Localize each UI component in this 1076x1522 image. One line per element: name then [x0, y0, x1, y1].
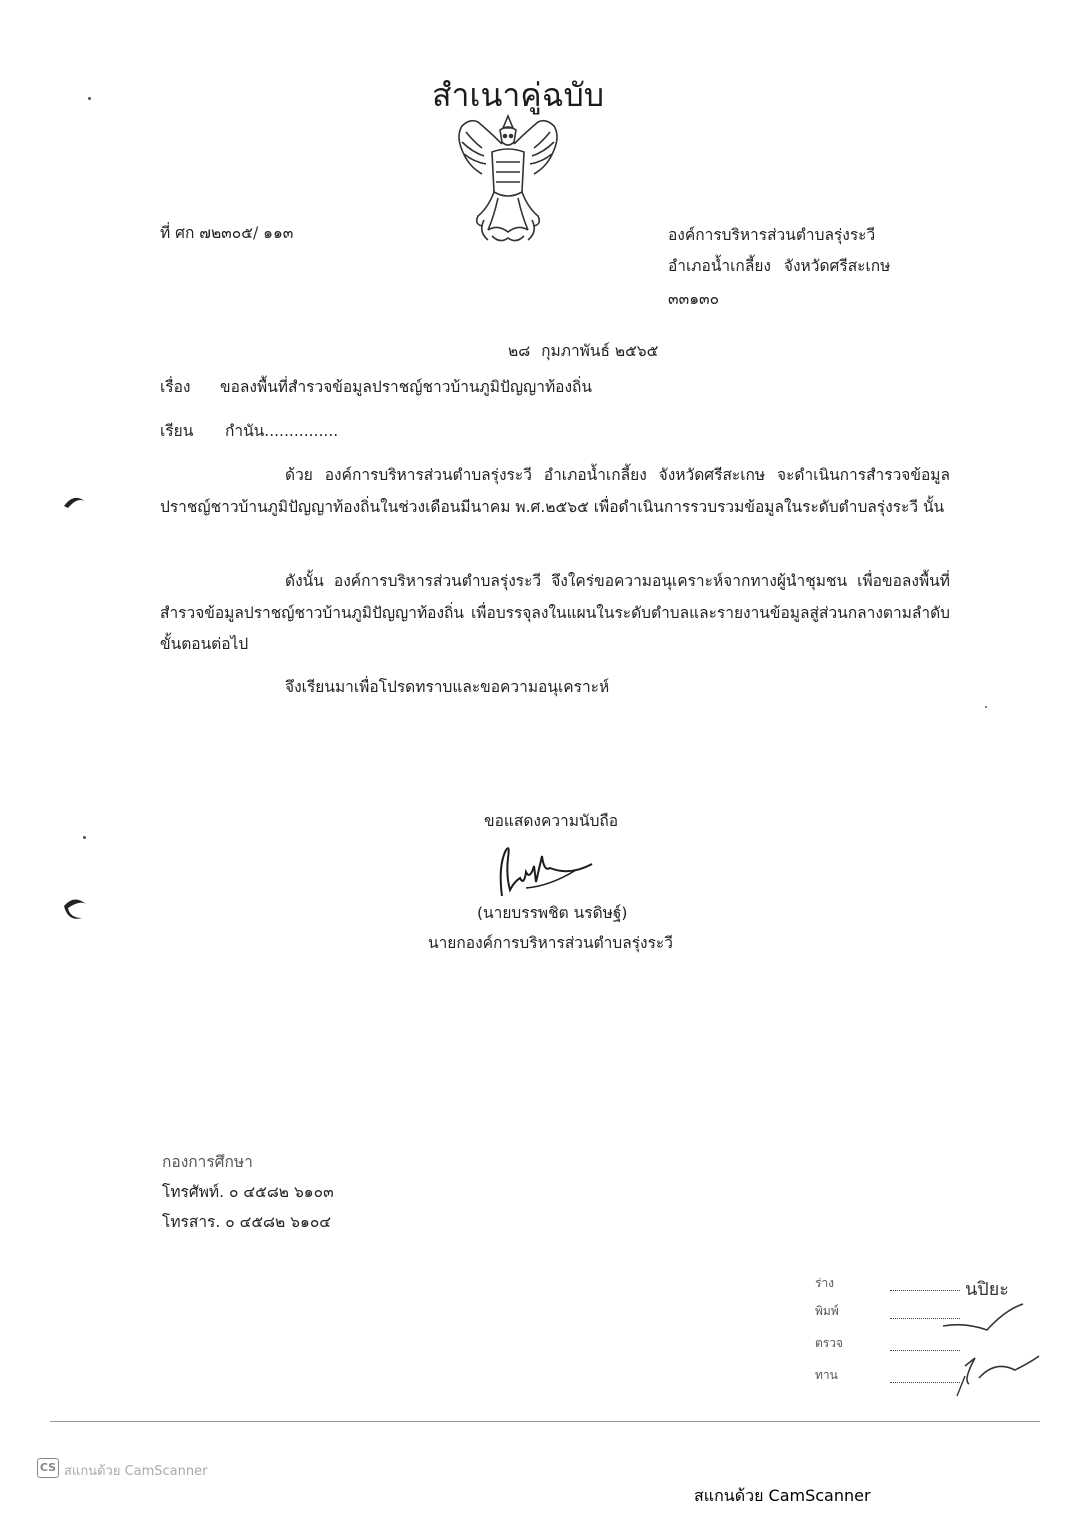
- closing-regards: ขอแสดงความนับถือ: [484, 812, 619, 830]
- signer-title: นายกองค์การบริหารส่วนตำบลรุ่งระวี: [428, 934, 673, 952]
- routing-label-type: พิมพ์: [815, 1304, 839, 1318]
- body-paragraph-2: ดังนั้น องค์การบริหารส่วนตำบลรุ่งระวี จึงใคร่ขอความอนุเคราะห์จากทางผู้นำชุมชน เพื่อขอลงพื้นที่สำรวจข้อมูลปราชญ์ชาวบ้านภูมิปัญญาท้องถิ่น เพื่อบรรจุลงในแผนในระดับตำบลและรายงานข้อมูลสู่ส่วนกลางตามลำดับขั้นตอนต่อไป: [160, 572, 950, 653]
- subject-label: เรื่อง: [160, 378, 191, 396]
- camscanner-logo: CS: [37, 1458, 59, 1478]
- document-date: [508, 340, 658, 362]
- routing-block: [815, 1270, 1045, 1400]
- routing-initials: [935, 1300, 1045, 1400]
- footer-fax: โทรสาร. ๐ ๔๕๘๒ ๖๑๐๔: [162, 1213, 332, 1231]
- date-month-year: กุมภาพันธ์ ๒๕๖๕: [541, 342, 659, 360]
- scan-speck: [83, 836, 86, 839]
- org-district-province: อำเภอน้ำเกลี้ยง จังหวัดศรีสะเกษ: [668, 257, 891, 275]
- org-name: องค์การบริหารส่วนตำบลรุ่งระวี: [668, 226, 876, 244]
- routing-label-check: ตรวจ: [815, 1336, 844, 1350]
- camscanner-bottom-label: สแกนด้วย CamScanner: [694, 1486, 871, 1505]
- signer-name: (นายบรรพชิต นรดิษฐ์): [477, 904, 628, 922]
- copy-stamp: สำเนาคู่ฉบับ: [432, 76, 605, 114]
- scan-speck: [88, 97, 91, 100]
- punch-hole-mark: [60, 892, 90, 922]
- footer-phone: โทรศัพท์. ๐ ๔๕๘๒ ๖๑๐๓: [162, 1183, 334, 1201]
- scan-speck: [985, 706, 987, 708]
- routing-draft-value: นปิยะ: [965, 1279, 1009, 1300]
- routing-dotted-line: [890, 1290, 960, 1291]
- salutation-text: กำนัน...............: [225, 422, 339, 440]
- footer-division: กองการศึกษา: [162, 1153, 253, 1171]
- signature: [480, 836, 600, 906]
- body-paragraph-3: จึงเรียนมาเพื่อโปรดทราบและขอความอนุเคราะห์: [285, 678, 610, 696]
- salutation-label: เรียน: [160, 422, 194, 440]
- routing-label-review: ทาน: [815, 1368, 838, 1382]
- punch-hole-mark: [60, 484, 90, 514]
- document-number: ที่ ศก ๗๒๓๐๕/ ๑๑๓: [160, 224, 294, 242]
- body-paragraph-1: ด้วย องค์การบริหารส่วนตำบลรุ่งระวี อำเภอน้ำเกลี้ยง จังหวัดศรีสะเกษ จะดำเนินการสำรวจข้อมูลปราชญ์ชาวบ้านภูมิปัญญาท้องถิ่นในช่วงเดือนมีนาคม พ.ศ.๒๕๖๕ เพื่อดำเนินการรวบรวมข้อมูลในระดับตำบลรุ่งระวี นั้น: [160, 466, 950, 516]
- camscanner-watermark: สแกนด้วย CamScanner: [64, 1464, 208, 1479]
- subject-text: ขอลงพื้นที่สำรวจข้อมูลปราชญ์ชาวบ้านภูมิปัญญาท้องถิ่น: [220, 378, 593, 396]
- routing-label-draft: ร่าง: [815, 1276, 835, 1290]
- bottom-rule: [50, 1421, 1040, 1422]
- garuda-emblem: [448, 112, 568, 252]
- org-postal-code: ๓๓๑๓๐: [668, 290, 720, 308]
- date-day: ๒๘: [508, 342, 531, 360]
